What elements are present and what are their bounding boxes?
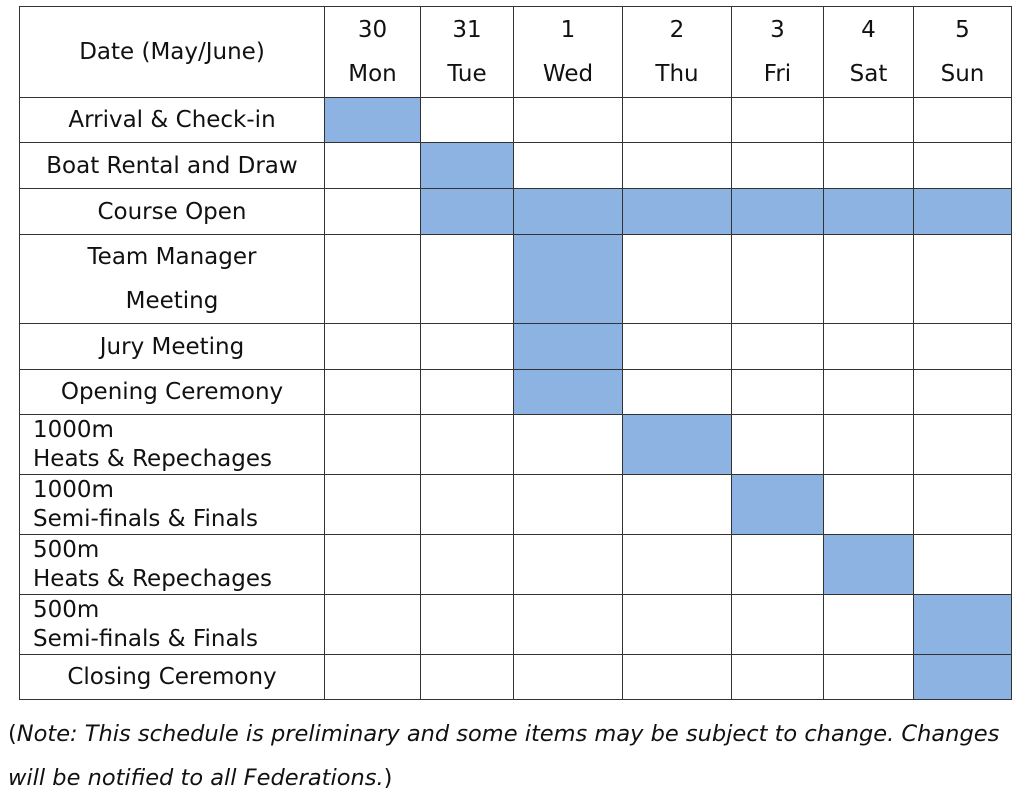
empty-cell [824, 415, 914, 475]
activity-row [20, 98, 1012, 143]
empty-cell [623, 324, 732, 370]
empty-cell [623, 143, 732, 189]
activity-label [20, 655, 325, 700]
empty-cell [514, 475, 623, 535]
activity-label-line: 500m [33, 536, 100, 563]
header-row [20, 7, 1012, 98]
scheduled-cell [421, 143, 514, 189]
empty-cell [824, 235, 914, 324]
empty-cell [421, 595, 514, 655]
empty-cell [514, 595, 623, 655]
day-date: 3 [770, 17, 785, 43]
day-date: 1 [560, 17, 576, 43]
day-weekday: Thu [655, 61, 699, 87]
day-weekday: Wed [542, 61, 594, 87]
empty-cell [732, 655, 824, 700]
empty-cell [623, 475, 732, 535]
empty-cell [914, 370, 1012, 415]
day-date: 30 [357, 17, 388, 43]
empty-cell [325, 189, 421, 235]
activity-label [20, 324, 325, 370]
empty-cell [421, 370, 514, 415]
note-text: Note: This schedule is preliminary and some items may be subject to change. Changes will be notified to all Federations. [8, 721, 1000, 791]
empty-cell [421, 535, 514, 595]
activity-row [20, 535, 1012, 595]
scheduled-cell [732, 475, 824, 535]
activity-row [20, 415, 1012, 475]
empty-cell [514, 98, 623, 143]
day-date: 2 [669, 17, 685, 43]
schedule-table [19, 6, 1012, 700]
empty-cell [824, 595, 914, 655]
empty-cell [421, 415, 514, 475]
activity-row [20, 324, 1012, 370]
empty-cell [514, 143, 623, 189]
scheduled-cell [824, 535, 914, 595]
empty-cell [824, 370, 914, 415]
empty-cell [914, 98, 1012, 143]
empty-cell [421, 324, 514, 370]
activity-row [20, 143, 1012, 189]
activity-label [20, 370, 325, 415]
empty-cell [914, 143, 1012, 189]
empty-cell [514, 655, 623, 700]
scheduled-cell [914, 655, 1012, 700]
day-header [824, 7, 914, 98]
empty-cell [824, 324, 914, 370]
activity-label [20, 535, 325, 595]
empty-cell [732, 595, 824, 655]
activity-label-line: 500m [33, 596, 100, 623]
scheduled-cell [514, 189, 623, 235]
activity-label-line: Semi-finals & Finals [33, 505, 258, 532]
empty-cell [732, 415, 824, 475]
empty-cell [623, 655, 732, 700]
activity-label [20, 235, 325, 324]
scheduled-cell [623, 415, 732, 475]
empty-cell [824, 475, 914, 535]
day-date: 31 [452, 17, 482, 43]
empty-cell [914, 415, 1012, 475]
empty-cell [914, 475, 1012, 535]
empty-cell [514, 415, 623, 475]
scheduled-cell [914, 189, 1012, 235]
day-date: 4 [861, 17, 876, 43]
activity-label-line: Heats & Repechages [33, 565, 272, 592]
day-header [325, 7, 421, 98]
activity-label [20, 475, 325, 535]
empty-cell [824, 143, 914, 189]
scheduled-cell [623, 189, 732, 235]
activity-label-line: 1000m [33, 416, 114, 443]
day-weekday: Fri [763, 61, 792, 87]
empty-cell [421, 475, 514, 535]
scheduled-cell [325, 98, 421, 143]
date-header: Date (May/June) [20, 7, 325, 98]
activity-label-line: Arrival & Check-in [68, 107, 276, 133]
empty-cell [732, 98, 824, 143]
scheduled-cell [514, 324, 623, 370]
activity-label-line: Heats & Repechages [33, 445, 272, 472]
empty-cell [325, 324, 421, 370]
empty-cell [421, 655, 514, 700]
activity-row [20, 189, 1012, 235]
activity-label [20, 415, 325, 475]
activity-label [20, 98, 325, 143]
activity-row [20, 655, 1012, 700]
empty-cell [325, 655, 421, 700]
day-weekday: Tue [447, 61, 487, 87]
empty-cell [914, 535, 1012, 595]
empty-cell [732, 370, 824, 415]
day-header [623, 7, 732, 98]
empty-cell [623, 370, 732, 415]
scheduled-cell [732, 189, 824, 235]
schedule-note [8, 712, 1020, 800]
scheduled-cell [421, 189, 514, 235]
activity-label [20, 595, 325, 655]
empty-cell [325, 235, 421, 324]
schedule-body [20, 98, 1012, 700]
activity-row [20, 235, 1012, 324]
day-weekday: Mon [348, 61, 397, 87]
empty-cell [623, 595, 732, 655]
activity-label-line: Course Open [97, 198, 247, 225]
empty-cell [824, 655, 914, 700]
day-header [514, 7, 623, 98]
activity-row [20, 595, 1012, 655]
activity-label [20, 189, 325, 235]
empty-cell [325, 370, 421, 415]
empty-cell [914, 324, 1012, 370]
note-open-paren: ( [8, 721, 17, 747]
activity-label-line: Boat Rental and Draw [46, 152, 298, 179]
empty-cell [623, 98, 732, 143]
empty-cell [732, 535, 824, 595]
empty-cell [732, 143, 824, 189]
note-close-paren: ) [383, 765, 393, 791]
empty-cell [325, 415, 421, 475]
activity-label-line: Closing Ceremony [67, 664, 277, 690]
day-weekday: Sun [940, 61, 985, 87]
day-date: 5 [955, 17, 970, 43]
empty-cell [914, 235, 1012, 324]
activity-label-line: Jury Meeting [99, 333, 245, 360]
empty-cell [421, 235, 514, 324]
empty-cell [325, 595, 421, 655]
day-header [914, 7, 1012, 98]
day-header [421, 7, 514, 98]
empty-cell [514, 535, 623, 595]
scheduled-cell [514, 370, 623, 415]
empty-cell [325, 535, 421, 595]
empty-cell [421, 98, 514, 143]
empty-cell [623, 235, 732, 324]
activity-row [20, 370, 1012, 415]
activity-label-line: Meeting [125, 288, 219, 314]
empty-cell [824, 98, 914, 143]
activity-row [20, 475, 1012, 535]
activity-label-line: Opening Ceremony [60, 379, 284, 405]
empty-cell [732, 324, 824, 370]
scheduled-cell [514, 235, 623, 324]
activity-label-line: Team Manager [87, 244, 257, 270]
empty-cell [732, 235, 824, 324]
day-header [732, 7, 824, 98]
activity-label-line: 1000m [33, 476, 114, 503]
activity-label [20, 143, 325, 189]
empty-cell [325, 143, 421, 189]
activity-label-line: Semi-finals & Finals [33, 625, 258, 652]
empty-cell [325, 475, 421, 535]
empty-cell [623, 535, 732, 595]
day-weekday: Sat [849, 61, 888, 87]
scheduled-cell [824, 189, 914, 235]
scheduled-cell [914, 595, 1012, 655]
